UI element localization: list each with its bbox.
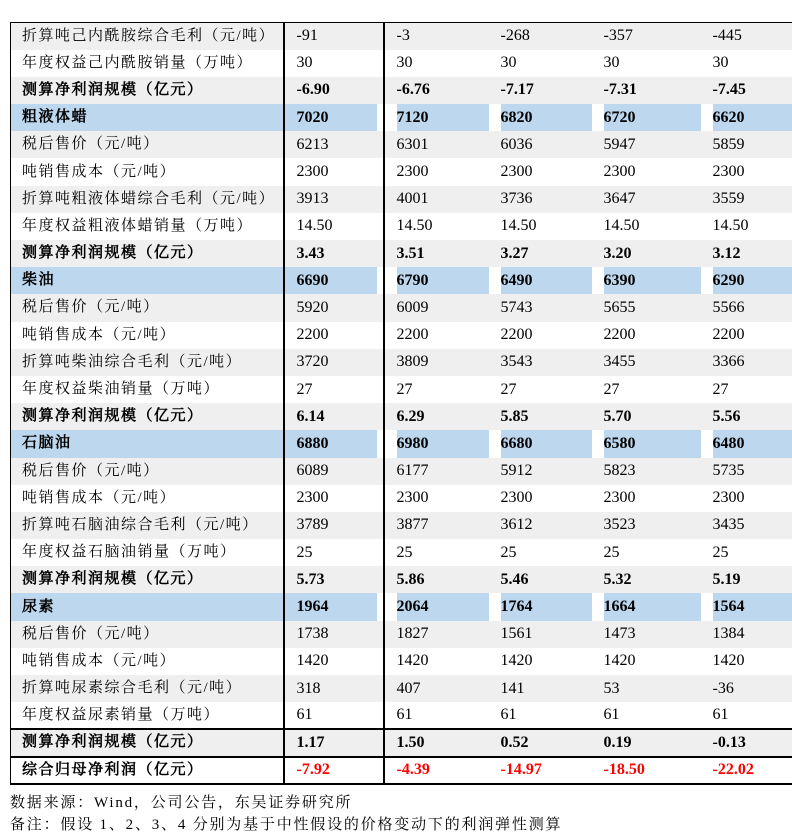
- assumption-note: 备注：假设 1、2、3、4 分别为基于中性假设的价格变动下的利润弹性测算: [10, 815, 562, 835]
- cell: 5.32: [592, 566, 701, 593]
- cell: 5912: [489, 458, 592, 485]
- cell: 30: [701, 50, 792, 77]
- cell: 30: [384, 50, 489, 77]
- cell: 3809: [384, 349, 489, 376]
- cell: 6790: [384, 267, 489, 294]
- cell: 2300: [592, 158, 701, 185]
- cell: 2064: [384, 593, 489, 620]
- cell: 5823: [592, 458, 701, 485]
- table-row: [11, 104, 792, 131]
- table-row: [11, 186, 792, 213]
- data-source-note: 数据来源：Wind，公司公告，东吴证券研究所: [10, 793, 562, 813]
- row-label: 测算净利润规模（亿元）: [11, 77, 284, 104]
- cell: 2300: [284, 485, 384, 512]
- cell: 14.50: [384, 213, 489, 240]
- cell: 5735: [701, 458, 792, 485]
- cell: 27: [384, 376, 489, 403]
- cell: 6490: [489, 267, 592, 294]
- cell: -7.45: [701, 77, 792, 104]
- cell: 6390: [592, 267, 701, 294]
- cell: 2300: [592, 485, 701, 512]
- row-label: 折算吨己内酰胺综合毛利（元/吨）: [11, 23, 284, 50]
- row-label: 柴油: [11, 267, 284, 294]
- cell: 3913: [284, 186, 384, 213]
- cell: 5.70: [592, 403, 701, 430]
- cell: 5.73: [284, 566, 384, 593]
- cell: 14.50: [489, 213, 592, 240]
- cell: 6690: [284, 267, 384, 294]
- row-label: 折算吨粗液体蜡综合毛利（元/吨）: [11, 186, 284, 213]
- table-row: [11, 158, 792, 185]
- row-label: 粗液体蜡: [11, 104, 284, 131]
- cell: 2200: [701, 322, 792, 349]
- row-label: 年度权益己内酰胺销量（万吨）: [11, 50, 284, 77]
- cell: 1827: [384, 621, 489, 648]
- cell: 2300: [384, 485, 489, 512]
- cell: 53: [592, 675, 701, 702]
- cell: 61: [489, 702, 592, 729]
- cell: 5566: [701, 294, 792, 321]
- cell: 61: [384, 702, 489, 729]
- cell: 3789: [284, 512, 384, 539]
- table-row: [11, 23, 792, 50]
- cell: 3366: [701, 349, 792, 376]
- row-label: 石脑油: [11, 430, 284, 457]
- cell: 2200: [284, 322, 384, 349]
- table-row: [11, 50, 792, 77]
- cell: 6213: [284, 131, 384, 158]
- table-row: [11, 757, 792, 784]
- cell: 3523: [592, 512, 701, 539]
- cell: -268: [489, 23, 592, 50]
- row-label: 税后售价（元/吨）: [11, 294, 284, 321]
- cell: 1.50: [384, 729, 489, 756]
- table-row: [11, 458, 792, 485]
- row-label: 测算净利润规模（亿元）: [11, 403, 284, 430]
- cell: 5920: [284, 294, 384, 321]
- cell: 27: [284, 376, 384, 403]
- cell: 1384: [701, 621, 792, 648]
- table-row: [11, 131, 792, 158]
- cell: 7020: [284, 104, 384, 131]
- cell: -3: [384, 23, 489, 50]
- cell: 3720: [284, 349, 384, 376]
- cell: 14.50: [701, 213, 792, 240]
- cell: 2300: [701, 158, 792, 185]
- cell: 6036: [489, 131, 592, 158]
- cell: 2200: [489, 322, 592, 349]
- row-label: 年度权益粗液体蜡销量（万吨）: [11, 213, 284, 240]
- row-label: 年度权益尿素销量（万吨）: [11, 702, 284, 729]
- cell: 5743: [489, 294, 592, 321]
- cell: 1420: [284, 648, 384, 675]
- cell: 1420: [489, 648, 592, 675]
- cell: 1564: [701, 593, 792, 620]
- cell: 3.51: [384, 240, 489, 267]
- cell: 14.50: [284, 213, 384, 240]
- cell: -6.76: [384, 77, 489, 104]
- cell: -7.92: [284, 757, 384, 784]
- cell: 6290: [701, 267, 792, 294]
- table-row: [11, 294, 792, 321]
- row-label: 测算净利润规模（亿元）: [11, 566, 284, 593]
- cell: -36: [701, 675, 792, 702]
- cell: 6820: [489, 104, 592, 131]
- row-label: 测算净利润规模（亿元）: [11, 729, 284, 756]
- cell: 30: [284, 50, 384, 77]
- cell: 6980: [384, 430, 489, 457]
- table-row: [11, 349, 792, 376]
- cell: 2300: [489, 485, 592, 512]
- row-label: 年度权益石脑油销量（万吨）: [11, 539, 284, 566]
- cell: 3877: [384, 512, 489, 539]
- table-row: [11, 213, 792, 240]
- cell: 30: [592, 50, 701, 77]
- cell: 1420: [701, 648, 792, 675]
- row-label: 测算净利润规模（亿元）: [11, 240, 284, 267]
- cell: 1420: [384, 648, 489, 675]
- cell: 318: [284, 675, 384, 702]
- row-label: 税后售价（元/吨）: [11, 458, 284, 485]
- cell: 3543: [489, 349, 592, 376]
- row-label: 吨销售成本（元/吨）: [11, 485, 284, 512]
- cell: 61: [701, 702, 792, 729]
- cell: 0.19: [592, 729, 701, 756]
- profit-sensitivity-table-wrap: [10, 22, 792, 785]
- table-row: [11, 675, 792, 702]
- cell: 3.43: [284, 240, 384, 267]
- cell: 6580: [592, 430, 701, 457]
- cell: 5.86: [384, 566, 489, 593]
- cell: -18.50: [592, 757, 701, 784]
- cell: -22.02: [701, 757, 792, 784]
- cell: 6009: [384, 294, 489, 321]
- cell: 5.19: [701, 566, 792, 593]
- cell: 6620: [701, 104, 792, 131]
- cell: 6880: [284, 430, 384, 457]
- table-row: [11, 621, 792, 648]
- table-row: [11, 267, 792, 294]
- table-row: [11, 430, 792, 457]
- table-row: [11, 648, 792, 675]
- cell: 4001: [384, 186, 489, 213]
- cell: 141: [489, 675, 592, 702]
- cell: 2300: [489, 158, 592, 185]
- cell: -4.39: [384, 757, 489, 784]
- cell: 3.20: [592, 240, 701, 267]
- table-row: [11, 566, 792, 593]
- table-footnotes: [10, 793, 562, 835]
- row-label: 年度权益柴油销量（万吨）: [11, 376, 284, 403]
- table-row: [11, 403, 792, 430]
- cell: 2300: [384, 158, 489, 185]
- cell: 6089: [284, 458, 384, 485]
- cell: 25: [701, 539, 792, 566]
- cell: 1420: [592, 648, 701, 675]
- cell: 6301: [384, 131, 489, 158]
- cell: 5.85: [489, 403, 592, 430]
- row-label: 税后售价（元/吨）: [11, 131, 284, 158]
- cell: -14.97: [489, 757, 592, 784]
- cell: 3455: [592, 349, 701, 376]
- cell: 0.52: [489, 729, 592, 756]
- cell: -445: [701, 23, 792, 50]
- row-label: 吨销售成本（元/吨）: [11, 648, 284, 675]
- table-row: [11, 539, 792, 566]
- cell: 25: [284, 539, 384, 566]
- cell: 3647: [592, 186, 701, 213]
- cell: 6177: [384, 458, 489, 485]
- cell: 3612: [489, 512, 592, 539]
- table-row: [11, 376, 792, 403]
- cell: 7120: [384, 104, 489, 131]
- cell: -6.90: [284, 77, 384, 104]
- row-label: 吨销售成本（元/吨）: [11, 322, 284, 349]
- cell: 6.14: [284, 403, 384, 430]
- cell: 5947: [592, 131, 701, 158]
- cell: 1738: [284, 621, 384, 648]
- table-row: [11, 702, 792, 729]
- table-row: [11, 512, 792, 539]
- cell: 14.50: [592, 213, 701, 240]
- cell: 25: [592, 539, 701, 566]
- cell: 25: [384, 539, 489, 566]
- cell: 2300: [284, 158, 384, 185]
- row-label: 折算吨柴油综合毛利（元/吨）: [11, 349, 284, 376]
- row-label: 综合归母净利润（亿元）: [11, 757, 284, 784]
- cell: 3.12: [701, 240, 792, 267]
- cell: 1473: [592, 621, 701, 648]
- table-row: [11, 729, 792, 756]
- row-label: 尿素: [11, 593, 284, 620]
- cell: 1561: [489, 621, 592, 648]
- table-row: [11, 240, 792, 267]
- cell: 6680: [489, 430, 592, 457]
- table-row: [11, 77, 792, 104]
- cell: 27: [701, 376, 792, 403]
- cell: 2300: [701, 485, 792, 512]
- cell: 3559: [701, 186, 792, 213]
- cell: 25: [489, 539, 592, 566]
- row-label: 吨销售成本（元/吨）: [11, 158, 284, 185]
- table-row: [11, 485, 792, 512]
- cell: 1764: [489, 593, 592, 620]
- cell: 407: [384, 675, 489, 702]
- cell: 3736: [489, 186, 592, 213]
- cell: 6.29: [384, 403, 489, 430]
- cell: 27: [592, 376, 701, 403]
- cell: 1.17: [284, 729, 384, 756]
- cell: -357: [592, 23, 701, 50]
- cell: 5.46: [489, 566, 592, 593]
- cell: 27: [489, 376, 592, 403]
- cell: 3.27: [489, 240, 592, 267]
- row-label: 折算吨尿素综合毛利（元/吨）: [11, 675, 284, 702]
- cell: 2200: [384, 322, 489, 349]
- cell: 2200: [592, 322, 701, 349]
- table-row: [11, 593, 792, 620]
- cell: 5859: [701, 131, 792, 158]
- cell: -0.13: [701, 729, 792, 756]
- cell: 5655: [592, 294, 701, 321]
- profit-sensitivity-table: [10, 22, 792, 785]
- cell: 61: [284, 702, 384, 729]
- cell: 61: [592, 702, 701, 729]
- row-label: 税后售价（元/吨）: [11, 621, 284, 648]
- table-row: [11, 322, 792, 349]
- cell: -7.31: [592, 77, 701, 104]
- cell: 3435: [701, 512, 792, 539]
- cell: -91: [284, 23, 384, 50]
- cell: 30: [489, 50, 592, 77]
- cell: 6480: [701, 430, 792, 457]
- cell: -7.17: [489, 77, 592, 104]
- cell: 1964: [284, 593, 384, 620]
- cell: 5.56: [701, 403, 792, 430]
- cell: 6720: [592, 104, 701, 131]
- cell: 1664: [592, 593, 701, 620]
- row-label: 折算吨石脑油综合毛利（元/吨）: [11, 512, 284, 539]
